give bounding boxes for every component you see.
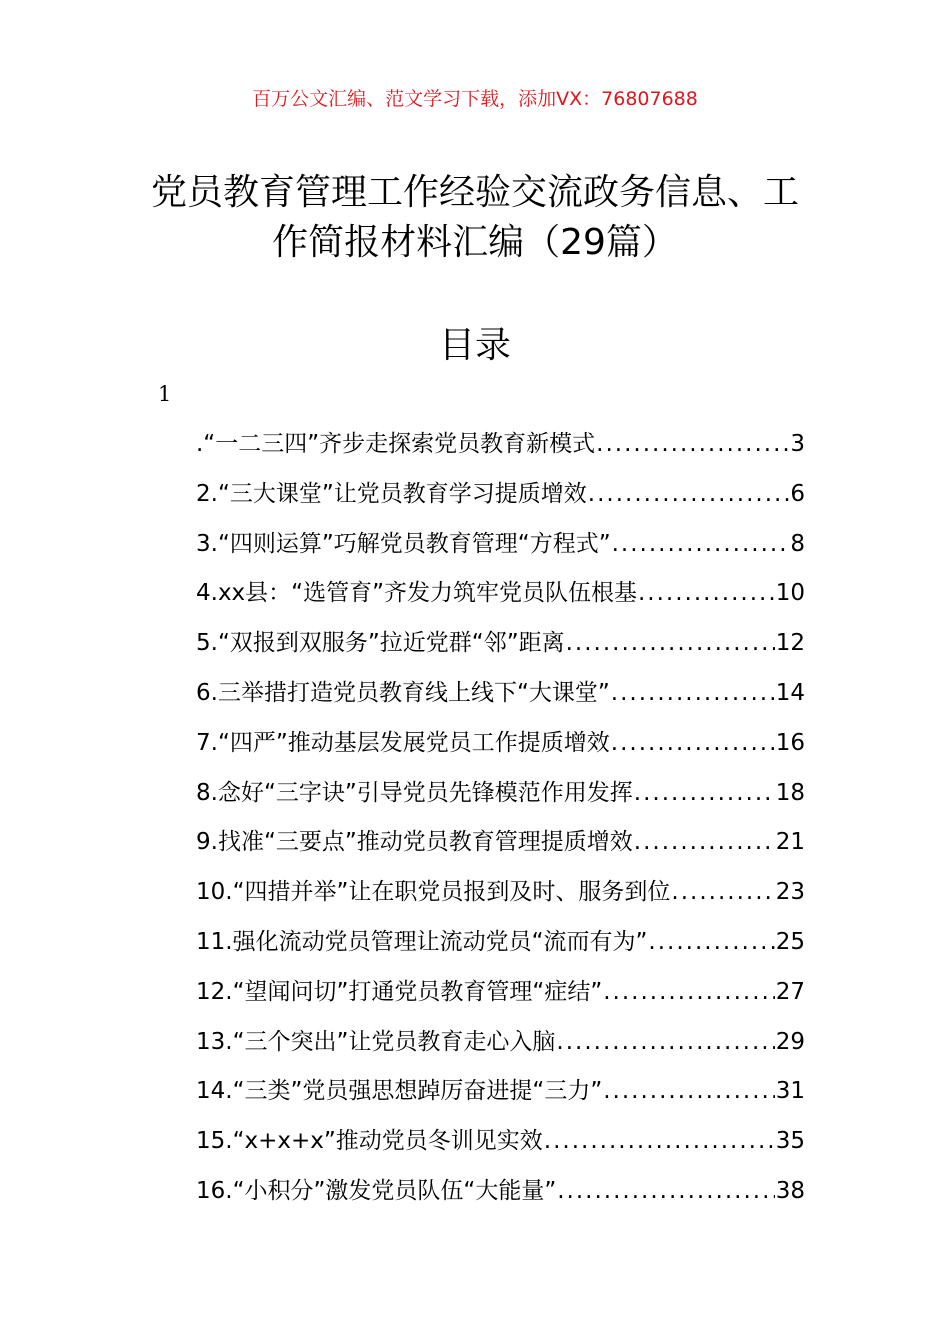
toc-entry-page: 6 xyxy=(790,480,805,507)
toc-entry-title: 12.“望闻问切”打通党员教育管理“症结” xyxy=(196,978,603,1005)
toc-entry-title: 5.“双报到双服务”拉近党群“邻”距离 xyxy=(196,630,565,657)
toc-entry-title: 11.强化流动党员管理让流动党员“流而有为” xyxy=(196,928,648,955)
dot-leader xyxy=(596,424,789,464)
dot-leader xyxy=(611,723,775,763)
toc-entry[interactable] xyxy=(196,573,805,623)
dot-leader xyxy=(612,524,790,564)
toc-entry-page: 38 xyxy=(775,1177,805,1204)
document-title xyxy=(150,168,800,268)
toc-entry-title: 14.“三类”党员强思想踔厉奋进提“三力” xyxy=(196,1078,603,1105)
dot-leader xyxy=(611,673,775,713)
dot-leader xyxy=(603,1071,774,1111)
toc-entry-page: 16 xyxy=(775,729,805,756)
toc-entry-page: 3 xyxy=(790,431,805,457)
toc-entry-title: 13.“三个突出”让党员教育走心入脑 xyxy=(196,1028,556,1055)
toc-entry[interactable] xyxy=(196,1071,805,1121)
download-notice: 百万公文汇编、范文学习下载，添加VX：76807688 xyxy=(252,88,698,110)
toc-entry[interactable] xyxy=(196,474,805,524)
table-of-contents xyxy=(196,424,805,1221)
dot-leader xyxy=(634,773,775,813)
toc-entry[interactable] xyxy=(196,972,805,1022)
toc-entry[interactable] xyxy=(196,623,805,673)
dot-leader xyxy=(638,573,775,613)
toc-heading: 目录 xyxy=(438,325,511,366)
toc-entry-title: 9.找准“三要点”推动党员教育管理提质增效 xyxy=(196,829,633,856)
toc-entry-page: 29 xyxy=(775,1028,805,1055)
dot-leader xyxy=(566,623,775,663)
toc-entry-title: 6.三举措打造党员教育线上线下“大课堂” xyxy=(196,679,610,706)
toc-entry[interactable] xyxy=(196,872,805,922)
toc-entry-page: 12 xyxy=(775,630,805,657)
toc-entry-title: .“一二三四”齐步走探索党员教育新模式 xyxy=(196,431,596,457)
toc-entry-page: 8 xyxy=(790,530,805,557)
toc-entry[interactable] xyxy=(196,773,805,823)
toc-entry-title: 10.“四措并举”让在职党员报到及时、服务到位 xyxy=(196,879,671,906)
stray-number: 1 xyxy=(158,382,172,406)
toc-entry-title: 15.“x+x+x”推动党员冬训见实效 xyxy=(196,1128,543,1155)
toc-entry-title: 16.“小积分”激发党员队伍“大能量” xyxy=(196,1177,557,1204)
dot-leader xyxy=(544,1121,775,1161)
toc-entry-page: 35 xyxy=(775,1128,805,1155)
toc-entry[interactable] xyxy=(196,723,805,773)
toc-entry-title: 2.“三大课堂”让党员教育学习提质增效 xyxy=(196,480,587,507)
toc-entry-page: 14 xyxy=(775,679,805,706)
toc-entry-page: 31 xyxy=(775,1078,805,1105)
toc-entry[interactable] xyxy=(196,424,805,474)
toc-entry-page: 27 xyxy=(775,978,805,1005)
toc-entry-page: 25 xyxy=(775,928,805,955)
toc-entry[interactable] xyxy=(196,524,805,574)
toc-entry-title: 7.“四严”推动基层发展党员工作提质增效 xyxy=(196,729,610,756)
toc-entry-page: 23 xyxy=(775,879,805,906)
toc-entry[interactable] xyxy=(196,1022,805,1072)
dot-leader xyxy=(557,1171,774,1211)
dot-leader xyxy=(603,972,774,1012)
toc-entry[interactable] xyxy=(196,1171,805,1221)
toc-entry[interactable] xyxy=(196,922,805,972)
toc-entry-page: 18 xyxy=(775,779,805,806)
dot-leader xyxy=(634,822,775,862)
dot-leader xyxy=(671,872,774,912)
toc-entry[interactable] xyxy=(196,673,805,723)
toc-entry[interactable] xyxy=(196,822,805,872)
document-title-line-2: 作简报材料汇编（29篇） xyxy=(272,222,678,263)
dot-leader xyxy=(556,1022,774,1062)
toc-entry-page: 21 xyxy=(775,829,805,856)
toc-entry-title: 4.xx县：“选管育”齐发力筑牢党员队伍根基 xyxy=(196,580,637,607)
toc-entry-title: 3.“四则运算”巧解党员教育管理“方程式” xyxy=(196,530,611,557)
toc-entry-title: 8.念好“三字诀”引导党员先锋模范作用发挥 xyxy=(196,779,633,806)
dot-leader xyxy=(648,922,774,962)
toc-entry-page: 10 xyxy=(775,580,805,607)
dot-leader xyxy=(588,474,790,514)
toc-entry[interactable] xyxy=(196,1121,805,1171)
document-title-line-1: 党员教育管理工作经验交流政务信息、工 xyxy=(150,172,799,213)
